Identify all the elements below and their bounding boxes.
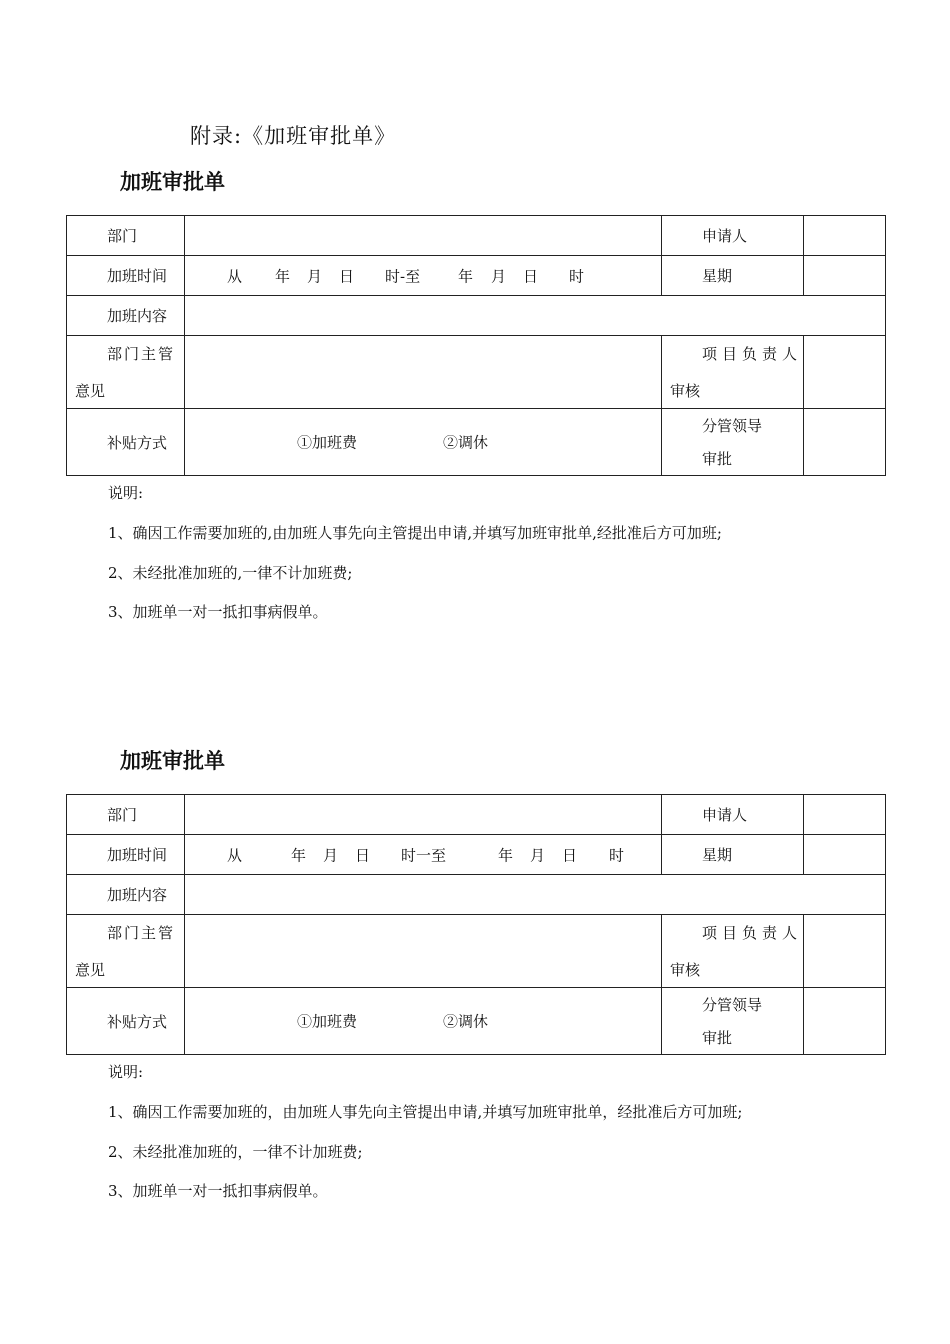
note-item: 3、加班单一对一抵扣事病假单。 [108, 603, 328, 621]
time-hour-2: 时 [609, 846, 625, 864]
approval-form-table [66, 215, 886, 476]
project-lead-field[interactable] [804, 336, 886, 409]
subsidy-option-overtime-pay[interactable]: ①加班费 [297, 433, 358, 452]
subsidy-option-time-off[interactable]: ②调休 [443, 433, 489, 452]
note-item: 1、确因工作需要加班的，由加班人事先向主管提出申请,并填写加班审批单，经批准后方可加班; [108, 1103, 743, 1121]
project-lead-label [662, 336, 804, 409]
applicant-field[interactable] [804, 795, 886, 835]
subsidy-label: 补贴方式 [67, 409, 185, 476]
dept-manager-label [67, 915, 185, 988]
form-title: 加班审批单 [120, 170, 225, 194]
overtime-time-field[interactable] [185, 835, 662, 875]
time-hour-to: 时一至 [401, 846, 447, 864]
dept-manager-label [67, 336, 185, 409]
weekday-field[interactable] [804, 256, 886, 296]
project-lead-label [662, 915, 804, 988]
division-lead-label [662, 988, 804, 1055]
notes-heading: 说明: [108, 484, 144, 502]
applicant-field[interactable] [804, 216, 886, 256]
dept-manager-opinion-field[interactable] [185, 915, 662, 988]
notes-heading: 说明: [108, 1063, 144, 1081]
project-lead-label-line1: 项目负责人 [702, 345, 803, 363]
department-field[interactable] [185, 795, 662, 835]
dept-manager-label-line1: 部门主管 [107, 924, 176, 942]
subsidy-field[interactable] [185, 409, 662, 476]
division-lead-field[interactable] [804, 988, 886, 1055]
weekday-field[interactable] [804, 835, 886, 875]
time-day-1: 日 [339, 267, 355, 285]
department-label: 部门 [67, 216, 185, 256]
division-lead-field[interactable] [804, 409, 886, 476]
time-from: 从 [227, 267, 243, 285]
note-item: 3、加班单一对一抵扣事病假单。 [108, 1182, 328, 1200]
overtime-content-label: 加班内容 [67, 296, 185, 336]
division-lead-label [662, 409, 804, 476]
time-hour-2: 时 [569, 267, 585, 285]
dept-manager-label-line2: 意见 [75, 961, 106, 979]
dept-manager-label-line1: 部门主管 [107, 345, 176, 363]
department-label: 部门 [67, 795, 185, 835]
subsidy-label: 补贴方式 [67, 988, 185, 1055]
time-year-2: 年 [498, 846, 514, 864]
note-item: 1、确因工作需要加班的,由加班人事先向主管提出申请,并填写加班审批单,经批准后方可加班; [108, 524, 722, 542]
subsidy-field[interactable] [185, 988, 662, 1055]
dept-manager-opinion-field[interactable] [185, 336, 662, 409]
time-month-1: 月 [323, 846, 339, 864]
division-lead-label-line2: 审批 [702, 1029, 733, 1047]
overtime-content-field[interactable] [185, 875, 886, 915]
time-from: 从 [227, 846, 243, 864]
overtime-content-label: 加班内容 [67, 875, 185, 915]
subsidy-option-time-off[interactable]: ②调休 [443, 1012, 489, 1031]
project-lead-field[interactable] [804, 915, 886, 988]
project-lead-label-line1: 项目负责人 [702, 924, 803, 942]
time-month-1: 月 [307, 267, 323, 285]
overtime-time-label: 加班时间 [67, 256, 185, 296]
subsidy-option-overtime-pay[interactable]: ①加班费 [297, 1012, 358, 1031]
note-item: 2、未经批准加班的，一律不计加班费; [108, 1143, 363, 1161]
time-day-2: 日 [562, 846, 578, 864]
division-lead-label-line1: 分管领导 [702, 417, 763, 435]
approval-form-table [66, 794, 886, 1055]
time-month-2: 月 [491, 267, 507, 285]
time-year-1: 年 [291, 846, 307, 864]
weekday-label: 星期 [662, 835, 804, 875]
time-day-1: 日 [355, 846, 371, 864]
form-title: 加班审批单 [120, 749, 225, 773]
department-field[interactable] [185, 216, 662, 256]
applicant-label: 申请人 [662, 795, 804, 835]
project-lead-label-line2: 审核 [670, 961, 701, 979]
time-month-2: 月 [530, 846, 546, 864]
project-lead-label-line2: 审核 [670, 382, 701, 400]
time-day-2: 日 [523, 267, 539, 285]
overtime-content-field[interactable] [185, 296, 886, 336]
time-year-2: 年 [458, 267, 474, 285]
note-item: 2、未经批准加班的,一律不计加班费; [108, 564, 353, 582]
time-hour-to: 时-至 [385, 267, 421, 285]
overtime-time-label: 加班时间 [67, 835, 185, 875]
division-lead-label-line2: 审批 [702, 450, 733, 468]
dept-manager-label-line2: 意见 [75, 382, 106, 400]
time-year-1: 年 [275, 267, 291, 285]
division-lead-label-line1: 分管领导 [702, 996, 763, 1014]
appendix-title: 附录:《加班审批单》 [190, 124, 397, 148]
weekday-label: 星期 [662, 256, 804, 296]
overtime-time-field[interactable] [185, 256, 662, 296]
applicant-label: 申请人 [662, 216, 804, 256]
